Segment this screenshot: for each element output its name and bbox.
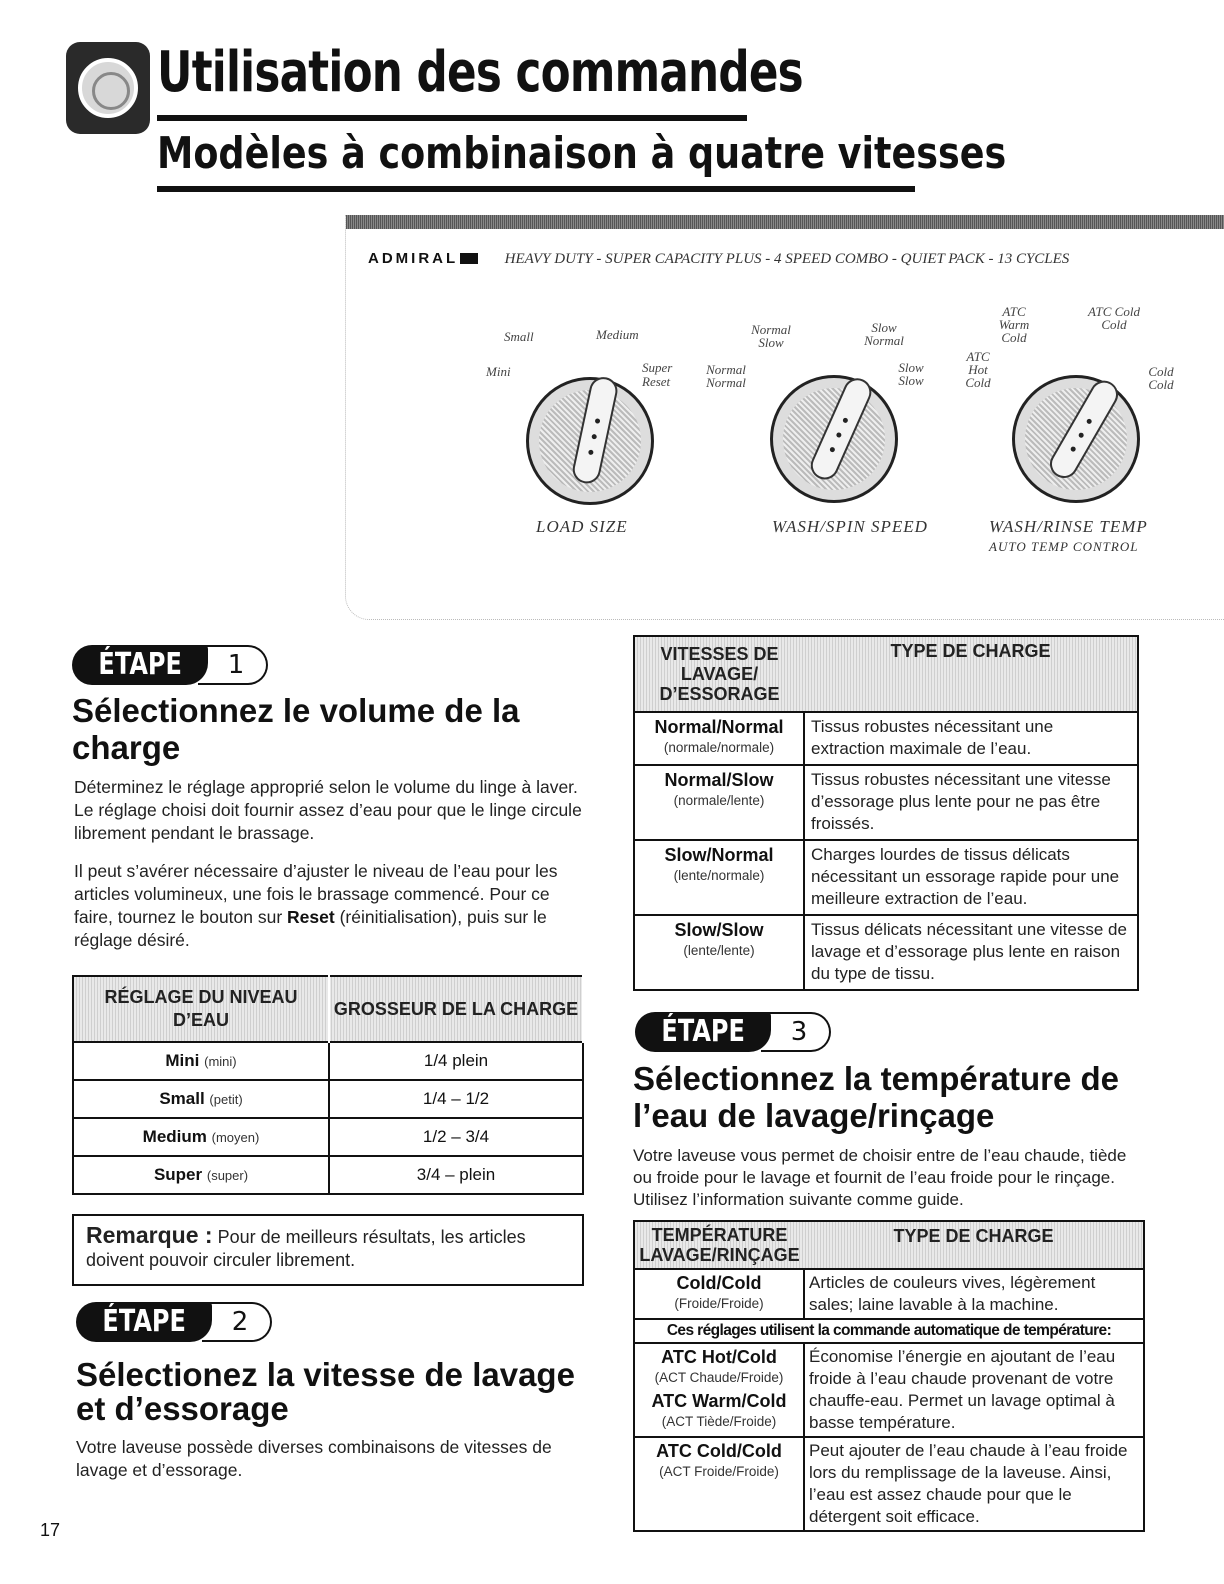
panel-brand-row	[368, 250, 1069, 268]
wash-spin-label: WASH/SPIN SPEED	[772, 517, 928, 536]
table-row: ATC Hot/Cold (ACT Chaude/Froide) ATC Warm/Cold (ACT Tiède/Froide) Économise l’énergie en ajoutant de l’eau froide à l’eau chaude provenant de votre chauffe-eau. Permet un lavage optimal à basse température.	[634, 1343, 1144, 1437]
dial-label-cold-cold: Cold Cold	[1148, 364, 1174, 392]
step-number: 2	[202, 1302, 272, 1342]
step-3-badge	[635, 1012, 831, 1052]
step-number: 1	[198, 645, 268, 685]
step-badge-label: ÉTAPE	[98, 647, 182, 682]
dial-label-atc-cold-cold: ATC Cold Cold	[1088, 304, 1140, 332]
dial-label-slow-slow: Slow Slow	[898, 360, 924, 388]
table-row: Normal/Normal (normale/normale) Tissus robustes nécessitant une extraction maximale de l’eau.	[634, 712, 1138, 765]
subtitle-rule	[157, 186, 915, 192]
table-row: ATC Cold/Cold (ACT Froide/Froide) Peut ajouter de l’eau chaude à l’eau froide lors du remplissage de la laveuse. Ainsi, l’eau est assez chaude pour que le détergent soit efficace.	[634, 1437, 1144, 1531]
page-subtitle: Modèles à combinaison à quatre vitesses	[157, 128, 1007, 179]
step-1-paragraph-1: Déterminez le réglage approprié selon le volume du linge à laver. Le réglage choisi doit fournir assez d’eau pour que le linge circule librement pendant le brassage.	[74, 777, 582, 843]
table-row: Cold/Cold (Froide/Froide) Articles de couleurs vives, légèrement sales; laine lavable à la machine.	[634, 1269, 1144, 1319]
dial-label-atc-warm-cold: ATC Warm Cold	[998, 304, 1030, 345]
table-header: TYPE DE CHARGE	[890, 641, 1051, 661]
dial-label-atc-hot-cold: ATC Hot Cold	[965, 349, 991, 390]
page-number: 17	[40, 1520, 61, 1540]
page-title: Utilisation des commandes	[157, 40, 803, 105]
temperature-knob	[1012, 375, 1140, 503]
dial-label-normal-normal: Normal Normal	[706, 362, 746, 390]
step-2-badge	[76, 1302, 272, 1342]
dial-label-mini: Mini	[486, 364, 511, 379]
load-size-label: LOAD SIZE	[536, 517, 628, 536]
auto-temp-label: AUTO TEMP CONTROL	[989, 539, 1139, 554]
table-row: Normal/Slow (normale/lente) Tissus robustes nécessitant une vitesse d’essorage plus lente pour ne pas être froissés.	[634, 765, 1138, 840]
remark-label: Remarque :	[86, 1222, 213, 1248]
table-header: VITESSES DE LAVAGE/ D’ESSORAGE	[659, 644, 780, 704]
load-size-knob	[526, 377, 654, 505]
table-row: Medium (moyen) 1/2 – 3/4	[73, 1118, 583, 1156]
step-1-paragraph-2: Il peut s’avérer nécessaire d’ajuster le niveau de l’eau pour les articles volumineux, une fois le brassage commencé. Pour ce faire, tournez le bouton sur Reset (réinitialisation), puis sur le réglage désiré.	[74, 861, 558, 950]
dial-label-slow-normal: Slow Normal	[864, 320, 904, 348]
controls-dial-icon	[66, 42, 150, 134]
table-row: Small (petit) 1/4 – 1/2	[73, 1080, 583, 1118]
panel-top-band	[346, 215, 1224, 229]
table-row: Slow/Slow (lente/lente) Tissus délicats nécessitant une vitesse de lavage et d’essorage plus lente en raison du type de tissu.	[634, 915, 1138, 990]
table-row: Super (super) 3/4 – plein	[73, 1156, 583, 1194]
table-row: Mini (mini) 1/4 plein	[73, 1042, 583, 1080]
table-header: GROSSEUR DE LA CHARGE	[329, 976, 583, 1042]
wash-spin-speed-table	[633, 635, 1139, 991]
step-badge-label: ÉTAPE	[661, 1014, 745, 1049]
temperature-table	[633, 1220, 1145, 1532]
step-3-paragraph: Votre laveuse vous permet de choisir entre de l’eau chaude, tiède ou froide pour le lavage et fournit de l’eau froide pour le rinçage. Utilisez l’information suivante comme guide.	[633, 1146, 1127, 1209]
temperature-label: WASH/RINSE TEMP	[989, 517, 1148, 536]
reset-keyword: Reset	[287, 907, 335, 927]
dial-label-small: Small	[504, 329, 534, 344]
remark-text: Pour de meilleurs résultats, les articles doivent pouvoir circuler librement.	[86, 1227, 526, 1270]
wash-spin-knob	[770, 375, 898, 503]
step-1-heading: Sélectionnez le volume de la charge	[72, 692, 520, 766]
step-1-badge	[72, 645, 268, 685]
dial-label-super: Super	[642, 360, 673, 375]
dial-label-normal-slow: Normal Slow	[751, 322, 791, 350]
brand-logo-icon	[460, 253, 478, 264]
atc-note-row: Ces réglages utilisent la commande automatique de température:	[634, 1319, 1144, 1343]
dial-label-medium: Medium	[596, 327, 639, 342]
panel-tagline: HEAVY DUTY - SUPER CAPACITY PLUS - 4 SPEED COMBO - QUIET PACK - 13 CYCLES	[504, 251, 1070, 267]
table-row: Slow/Normal (lente/normale) Charges lourdes de tissus délicats nécessitant un essorage rapide pour une meilleure extraction de l’eau.	[634, 840, 1138, 915]
brand-name: ADMIRAL	[368, 250, 459, 267]
table-header: TYPE DE CHARGE	[893, 1226, 1054, 1246]
step-badge-label: ÉTAPE	[102, 1304, 186, 1339]
title-rule	[157, 115, 747, 121]
water-level-table	[72, 975, 584, 1195]
step-3-heading: Sélectionnez la température de l’eau de lavage/rinçage	[633, 1060, 1119, 1134]
step-2-heading: Sélectionez la vitesse de lavage et d’essorage	[76, 1356, 575, 1427]
remark-box	[72, 1214, 584, 1286]
dial-label-reset: Reset	[642, 374, 671, 389]
table-header: RÉGLAGE DU NIVEAU D’EAU	[73, 976, 329, 1042]
control-panel-illustration	[345, 215, 1224, 620]
table-header: TEMPÉRATURE LAVAGE/RINÇAGE	[639, 1225, 800, 1265]
step-number: 3	[761, 1012, 831, 1052]
step-2-paragraph: Votre laveuse possède diverses combinaisons de vitesses de lavage et d’essorage.	[76, 1437, 552, 1480]
